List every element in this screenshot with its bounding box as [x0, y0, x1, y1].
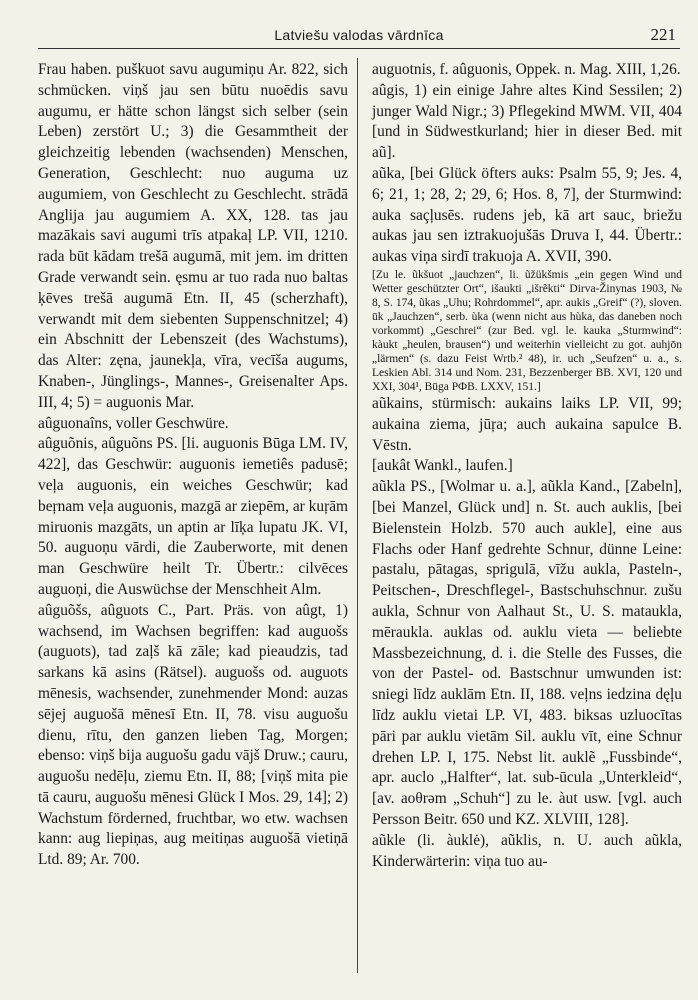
entry-aukat: [aukât Wankl., laufen.]	[372, 457, 513, 475]
entry-auguotnis: auguotnis, f. aûguonis, Oppek. n. Mag. XIII, 1,26.	[372, 61, 681, 78]
entry-aukla: aũkla PS., [Wolmar u. a.], aũkla Kand., [Zabeln], [bei Manzel, Glück und] n. St. auch auklis, [bei Bielenstein Holzb. 570 auch aukle], eine aus Flachs oder Hanf gedrehte Schnur, dünne Leine: pastalu, pātagas, sprigulā, vīžu aukla, Pasteln-, Peitschen-, Dreschflegel-, Bastschuhschnur. zušu aukla, Schnur von Aalhaut St., U. S. mataukla, mēraukla. auklas od. auklu vieta — beliebte Massbezeichnung, d. i. die Stelle des Fusses, die von der Pastel- od. Bastschnur umwunden ist: sniegi līdz auklām Etn. II, 188. veļns iedzina dęļu līdz auklu vietai LP. VI, 483. biksas uzluocītas pāri par auklu vietām Sil. auklu vīt, eine Schnur drehen LP. I, 175. Nebst lit. auklẽ „Fussbinde“, apr. auclo „Halfter“, lat. sub-ūcula „Unterkleid“, [av. aoθrəm „Schuh“] zu le. àut usw. [vgl. auch Persson Beitr. 650 und KZ. XLVIII, 128].	[372, 478, 682, 828]
left-column	[38, 60, 348, 871]
right-column	[372, 60, 682, 872]
entry-aukains: aũkains, stürmisch: aukains laiks LP. VII, 99; aukaina ziema, jūŗa; auch aukaina sapulce B. Vēstn.	[372, 394, 682, 454]
entry-augis: aûgis, 1) ein einige Jahre altes Kind Sessilen; 2) junger Wald Nigr.; 3) Pflegekind MWM. VII, 404 [und in Südwestkurland; hier in dieser Bed. mit aũ].	[372, 81, 682, 162]
entry-augums-continued: Frau haben. puškuot savu augumiņu Ar. 822, sich schmücken. viņš jau sen būtu nuoēdis savu augumu, er hätte schon längst sich selber (sein Leben) zerstört U.; 3) die Gesammtheit der gleichzeitig lebenden (wachsenden) Menschen, Generation, Geschlecht: nuo auguma uz augumiem, von Geschlecht zu Geschlecht. strādā Anglija jau augumiem A. XX, 128. tas jau mazākais savi augumi trīs atpakaļ LP. VII, 1210. rada būt kādam trešā augumā, mit jem. im dritten Grade verwandt sein. ęsmu ar tuo rada nuo baltas ķēves trešā augumā Etn. II, 45 (scherzhaft), verwandt mit dem siebenten Suppenschnitzel; 4) ein Abschnitt der Lebenszeit (des Wachstums), das Alter: zęna, jaunekļa, vīra, vecīša augums, Knaben-, Jünglings-, Mannes-, Greisenalter Aps. III, 4; 5) = auguonis Mar.	[38, 61, 348, 411]
column-divider	[357, 58, 358, 973]
etymology-note-auka: [Zu le. ũkšuot „jauchzen“, li. ũžükšmis „ein gegen Wind und Wetter geschützter Ort“, išaukti „išrẽkti“ Dirva-Žinynas 1903, № 8, S. 174, ũkas „Uhu; Rohrdommel“, apr. aukis „Greif“ (?), sloven. ūk „Jauchzen“, serb. ùka (wenn nicht aus hùka, das daneben noch vorkommt) „Geschrei“ (zur Bed. vgl. le. kauka „Sturmwind“: kàukt „heulen, brausen“) und weiterhin vielleicht zu got. auhjōn „lärmen“ (s. dazu Feist Wrtb.² 48), ir. uch „Seufzen“ u. a., s. Leskien Abl. 314 und Nom. 231, Bezzenberger BB. XVI, 120 und XXI, 304¹, Būga РФВ. LXXV, 151.]	[372, 268, 682, 393]
entry-aukle: aũkle (li. àuklė), aũklis, n. U. auch aũkla, Kinderwärterin: viņa tuo au-	[372, 831, 682, 870]
page-header	[38, 24, 680, 49]
entry-auguonis: aûguõnis, aûguõns PS. [li. auguonis Būga LM. IV, 422], das Geschwür: auguonis iemetiês padusē; veļa auguonis, ein weiches Geschwür; kad beŗnam veļa auguonis, mazgā ar ziepēm, ar kuŗām miruonis mazgāts, un aptin ar līķa lupatu JK. VI, 50. auguoņu vārdi, die Zauberworte, mit denen man Geschwüre heilt Tr. Übertr.: cilvēces auguoņi, die Auswüchse der Menschheit Alm.	[38, 435, 348, 598]
page-number: 221	[650, 25, 676, 44]
entry-auguoss: aûguõšs, aûguots C., Part. Präs. von aûgt, 1) wachsend, im Wachsen begriffen: kad auguošs (auguots), tad zaļš kā zāle; kad pieaudzis, tad sarkans kā asins (Rätsel). auguošs od. auguots mēnesis, wachsender, zunehmender Mond: auzas sējej auguošā mēnesī Etn. II, 78. visu auguošu dienu, rītu, den ganzen lieben Tag, Morgen; ebenso: viņš bija auguošu gadu vājš Druw.; cauru, auguošu nedēļu, ziemu Etn. II, 88; [viņš mita pie tā cauru, auguošu mēnesi Glück I Mos. 29, 14]; 2) Wachstum förderned, fruchtbar, wo etw. wachsen kann: aug liepiņas, aug meitiņas auguošā vietiņā Ltd. 89; Ar. 700.	[38, 601, 348, 869]
running-title: Latviešu valodas vārdnīca	[274, 27, 444, 43]
entry-auguonains: aûguonaîns, voller Geschwüre.	[38, 414, 229, 432]
entry-auka: aũka, [bei Glück öfters auks: Psalm 55, 9; Jes. 4, 6; 21, 1; 28, 2; 29, 6; Hos. 8, 7], der Sturmwind: auka saçļusēs. rudens jeb, kā art sauc, briežu aukas jau sen iztrakuojušās Druva I, 44. Übertr.: aukas viņa sirdī trakuoja A. XVII, 390.	[372, 164, 682, 266]
